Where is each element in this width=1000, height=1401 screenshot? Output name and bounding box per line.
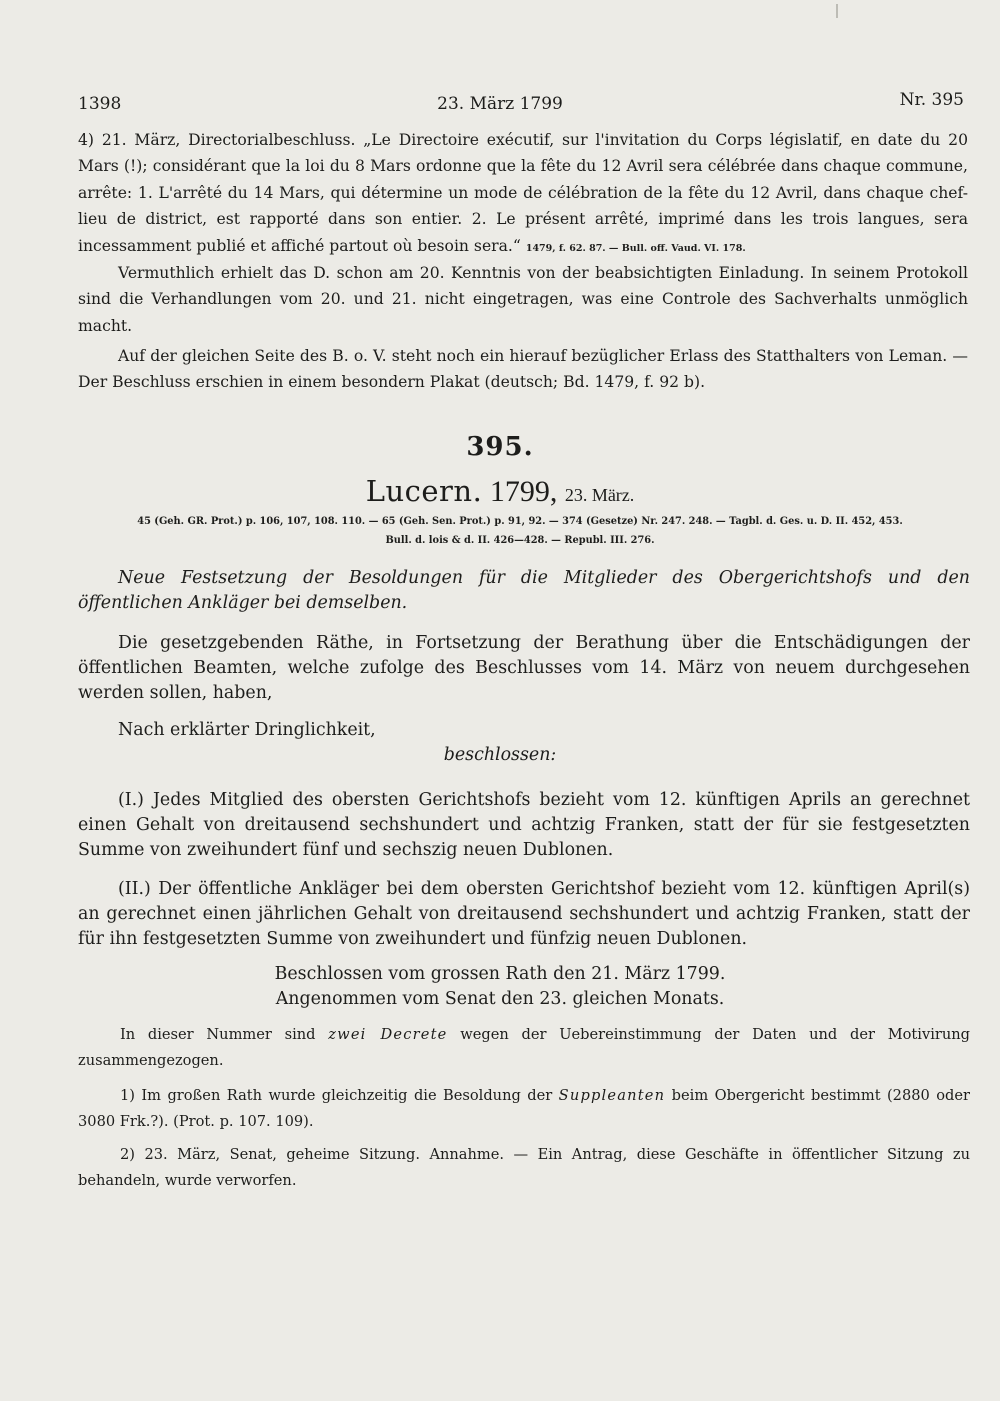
note-2-emphasis: Suppleanten <box>558 1087 666 1104</box>
document-preamble: Die gesetzgebenden Räthe, in Fortsetzung der Berathung über die Entschädigungen der öffentlichen Beamten, welche zufolge des Beschlusses vom 14. März von neuem durchgesehen werden sollen, haben, <box>78 633 970 703</box>
running-date: 23. März 1799 <box>437 94 563 114</box>
intro-paragraph-1-source: 1479, f. 62. 87. — Bull. off. Vaud. VI. 178. <box>525 242 746 254</box>
note-1-text-b: wegen der Uebereinstimmung der Daten und der Motivirung zusammengezogen. <box>78 1026 970 1069</box>
document-date: 23. März. <box>564 485 635 505</box>
intro-paragraph-1-text: 4) 21. März, Directorialbeschluss. „Le Directoire exécutif, sur l'invitation du Corps législatif, en date du 20 Mars (!); considérant que la loi du 8 Mars ordonne que la fête du 12 Avril sera célébrée dans chaque commune, arrête: 1. L'arrêté du 14 Mars, qui détermine un mode de célébration de la fête du 12 Avril, dans chaque chef-lieu de district, est rapporté dans son entier. 2. Le présent arrêté, imprimé dans les trois langues, sera incessamment publié et affiché partout où besoin sera.“ <box>78 131 968 255</box>
document-year: 1799, <box>489 475 558 508</box>
document-resolved: beschlossen: <box>443 745 557 765</box>
note-1-text-a: In dieser Nummer sind <box>120 1026 329 1043</box>
document-ref: Nr. 395 <box>899 90 964 110</box>
intro-paragraph-3: Auf der gleichen Seite des B. o. V. steht noch ein hierauf bezüglicher Erlass des Statthalters von Leman. — Der Beschluss erschien in einem besondern Plakat (deutsch; Bd. 1479, f. 92 b). <box>78 347 968 392</box>
intro-paragraph-1 <box>78 127 968 262</box>
page-number: 1398 <box>78 94 122 114</box>
note-3: 2) 23. März, Senat, geheime Sitzung. Annahme. — Ein Antrag, diese Geschäfte in öffentlicher Sitzung zu behandeln, wurde verworfen. <box>78 1146 970 1189</box>
article-2: (II.) Der öffentliche Ankläger bei dem obersten Gerichtshof bezieht vom 12. künftigen April(s) an gerechnet einen jährlichen Gehalt von dreitausend sechshundert und achtzig Franken, statt der für ihn festgesetzten Summe von zweihundert und fünfzig neuen Dublonen. <box>78 879 970 949</box>
note-2-text-b: beim Obergericht bestimmt (2880 oder 3080 Frk.?). (Prot. p. 107. 109). <box>78 1087 970 1130</box>
note-1 <box>78 1022 970 1074</box>
sources-line-2: Bull. d. lois & d. II. 426—428. — Republ. III. 276. <box>385 535 655 546</box>
document-place: Lucern. <box>365 474 483 508</box>
intro-paragraph-2: Vermuthlich erhielt das D. schon am 20. Kenntnis von der beabsichtigten Einladung. In seinem Protokoll sind die Verhandlungen vom 20. und 21. nicht eingetragen, was eine Controle des Sachverhalts unmöglich macht. <box>78 264 968 335</box>
document-urgency: Nach erklärter Dringlichkeit, <box>118 720 376 740</box>
sources-line-1: 45 (Geh. GR. Prot.) p. 106, 107, 108. 110. — 65 (Geh. Sen. Prot.) p. 91, 92. — 374 (Gesetze) Nr. 247. 248. — Tagbl. d. Ges. u. D. II. 452, 453. <box>137 516 903 527</box>
document-sources <box>80 512 960 550</box>
note-1-emphasis: zwei Decrete <box>328 1026 448 1043</box>
note-2 <box>78 1083 970 1135</box>
document-dateline <box>0 474 1000 509</box>
note-2-text-a: 1) Im großen Rath wurde gleichzeitig die Besoldung der <box>120 1087 559 1104</box>
article-1: (I.) Jedes Mitglied des obersten Gerichtshofs bezieht vom 12. künftigen Aprils an gerechnet einen Gehalt von dreitausend sechshundert und achtzig Franken, statt der für sie festgesetzten Summe von zweihundert fünf und sechszig neuen Dublonen. <box>78 790 970 860</box>
document-title: Neue Festsetzung der Besoldungen für die Mitglieder des Obergerichtshofs und den öffentlichen Ankläger bei demselben. <box>78 568 970 613</box>
scan-mark <box>836 4 838 18</box>
closing-senate: Angenommen vom Senat den 23. gleichen Monats. <box>275 989 725 1009</box>
document-number: 395. <box>466 432 534 462</box>
closing-great-council: Beschlossen vom grossen Rath den 21. März 1799. <box>274 964 726 984</box>
